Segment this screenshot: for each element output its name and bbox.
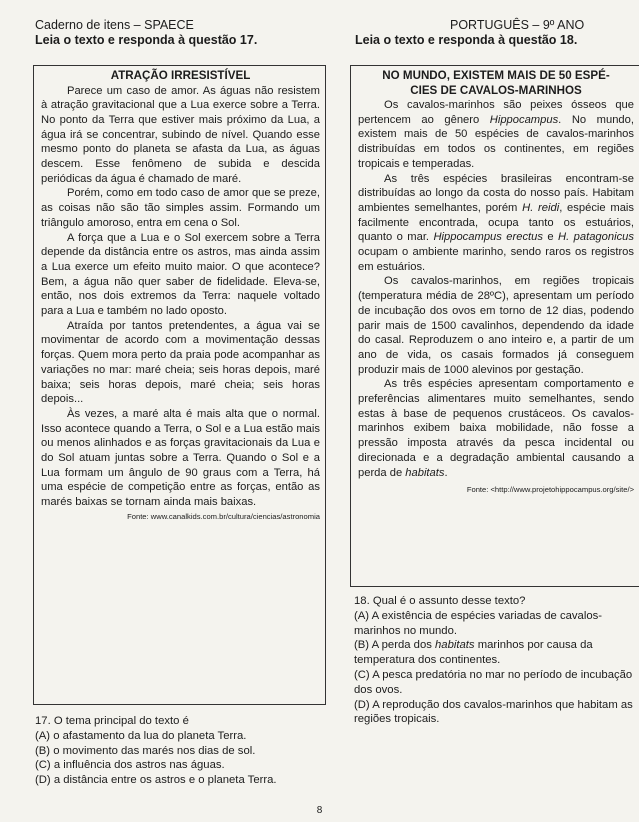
text-span: ocupam o ambiente marinho, sendo raros os registros em estuários. xyxy=(358,246,634,273)
option-18-b[interactable] xyxy=(354,638,637,668)
option-17-a[interactable]: (A) o afastamento da lua do planeta Terra. xyxy=(35,729,247,742)
text2-source: Fonte: <http://www.projetohippocampus.org/site/> xyxy=(466,485,634,495)
genus-name: Hippocampus xyxy=(489,113,559,126)
text2-paragraph: Os cavalos-marinhos, em regiões tropicais (temperatura média de 28ºC), apresentam um período de incubação dos ovos em torno de 12 dias, podendo parir mais de 1500 cavalinhos, dependendo da idade do casal. Reproduzem o ano inteiro e, a partir de um ano de vida, os casais formados já conseguem produzir mais de 1000 alevinos por gestação. xyxy=(358,275,634,376)
option-17-c[interactable]: (C) a influência dos astros nas águas. xyxy=(35,759,225,772)
option-text: marinhos por causa da temperatura dos continentes. xyxy=(354,639,593,667)
page-number: 8 xyxy=(316,805,323,816)
booklet-title: Caderno de itens – SPAECE xyxy=(35,18,194,32)
species-name: H. patagonicus xyxy=(558,231,634,244)
text2-title-line2: CIES DE CAVALOS-MARINHOS xyxy=(410,83,582,97)
option-17-b[interactable]: (B) o movimento das marés nos dias de sol. xyxy=(35,744,256,757)
question-18-stem: 18. Qual é o assunto desse texto? xyxy=(354,595,526,607)
text-span: As três espécies brasileiras encontram-se distribuídas ao longo da costa do nosso país. Habitam ambientes semelhantes, porém xyxy=(358,172,634,214)
habitats-word: habitats xyxy=(405,466,445,479)
species-name: H. reidi xyxy=(522,201,560,214)
text1-paragraph: A força que a Lua e o Sol exercem sobre a Terra depende da distância entre os astros, mas ainda assim a Lua exerce um efeito muito maior. O que acontece? Bem, a água não quer saber de fidelidade. Eleva-se, então, nos dois extremos da Terra: naquele voltado para a Lua e também no lado oposto. xyxy=(41,231,320,318)
option-italic: habitats xyxy=(435,639,475,652)
question-17-stem: 17. O tema principal do texto é xyxy=(35,715,189,727)
option-text: (B) A perda dos xyxy=(354,639,436,652)
instruction-q18: Leia o texto e responda à questão 18. xyxy=(355,33,578,47)
option-text: (D) A reprodução dos cavalos-marinhos que habitam as regiões tropicais. xyxy=(354,698,633,726)
text2-paragraph xyxy=(358,98,634,172)
text-span: . No mundo, existem mais de 50 espécies de cavalos-marinhos distribuídas em todos os continentes, em regiões tropicais e temperadas. xyxy=(358,113,634,170)
question-18 xyxy=(354,594,637,727)
text2-paragraph xyxy=(358,172,634,275)
text1-box xyxy=(33,65,326,705)
text-span: . xyxy=(444,466,448,479)
question-17 xyxy=(35,714,327,788)
option-text: (A) A existência de espécies variadas de cavalos-marinhos no mundo. xyxy=(354,609,603,637)
text-span: e xyxy=(542,231,559,244)
text-span: As três espécies apresentam comportamento e preferências alimentares muito semelhantes, sendo estas à base de pequenos crustáceos. Os cavalos-marinhos exibem baixa mobilidade, não fosse a pressão imposta através da pesca incidental ou direcionada e a degradação ambiental causando a perda de xyxy=(358,378,634,479)
text2-title xyxy=(358,69,634,98)
text2-paragraph xyxy=(358,377,634,480)
species-name: Hippocampus erectus xyxy=(433,231,543,244)
option-text: (C) A pesca predatória no mar no período de incubação dos ovos. xyxy=(354,668,633,696)
option-18-c[interactable] xyxy=(354,668,637,698)
text2-title-line1: NO MUNDO, EXISTEM MAIS DE 50 ESPÉ- xyxy=(382,69,610,82)
text1-paragraph: Parece um caso de amor. As águas não resistem à atração gravitacional que a Lua exerce sobre a Terra. No ponto da Terra que estiver mais próximo da Lua, a água irá se concentrar, subindo de nível. Quando esse mesmo ponto do planeta se afasta da Lua, as águas descem. Esse fenômeno de subida e descida periódicas da água é chamado de maré. xyxy=(41,84,320,185)
option-17-d[interactable]: (D) a distância entre os astros e o planeta Terra. xyxy=(35,774,277,787)
instruction-q17: Leia o texto e responda à questão 17. xyxy=(35,33,258,47)
subject-title: PORTUGUÊS – 9º ANO xyxy=(450,18,585,32)
text1-paragraph: Às vezes, a maré alta é mais alta que o normal. Isso acontece quando a Terra, o Sol e a Lua estão mais ou menos alinhados e as forças gravitacionais da Lua e do Sol atuam juntas sobre a Terra. Quando o Sol e a Lua formam um ângulo de 90 graus com a Terra, há uma espécie de competição entre as forças, então as marés baixas se tornam ainda mais baixas. xyxy=(41,407,320,509)
text1-source: Fonte: www.canalkids.com.br/cultura/ciencias/astronomia xyxy=(127,511,320,521)
text-span: , espécie mais facilmente encontrada, ocupa tanto os estuários, quanto o mar. xyxy=(358,201,634,244)
text1-paragraph: Porém, como em todo caso de amor que se preze, as coisas não são tão simples assim. Formando um triângulo amoroso, entra em cena o Sol. xyxy=(41,187,320,229)
text-span: Os cavalos-marinhos são peixes ósseos que pertencem ao gênero xyxy=(358,99,634,126)
text1-paragraph: Atraída por tantos pretendentes, a água vai se movimentar de acordo com a movimentação dessas forças. Quem mora perto da praia pode acompanhar as variações no mar: maré cheia; seis horas depois, maré baixa; seis horas depois, maré cheia; seis horas depois... xyxy=(41,319,320,406)
option-18-a[interactable] xyxy=(354,609,637,639)
option-18-d[interactable] xyxy=(354,698,637,728)
text1-title: ATRAÇÃO IRRESISTÍVEL xyxy=(110,69,251,82)
text2-box xyxy=(350,65,639,587)
